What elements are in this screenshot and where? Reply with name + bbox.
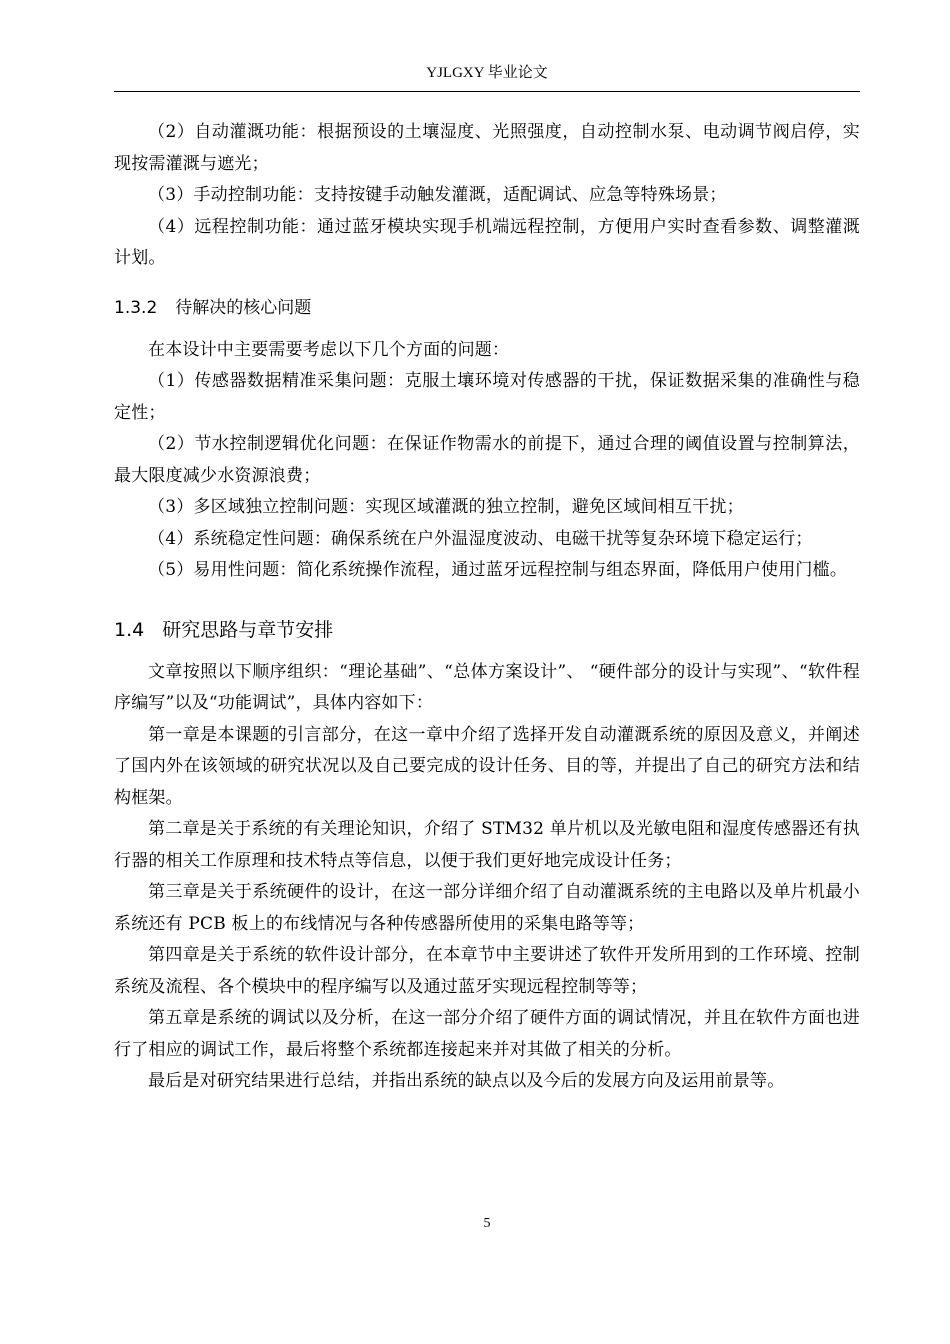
- problem-item: （2）节水控制逻辑优化问题：在保证作物需水的前提下，通过合理的阈值设置与控制算法，最大限度减少水资源浪费；: [114, 434, 860, 486]
- chapter-summary: 第五章是系统的调试以及分析，在这一部分介绍了硬件方面的调试情况，并且在软件方面也进行了相应的调试工作，最后将整个系统都连接起来并对其做了相关的分析。: [114, 1008, 860, 1060]
- problem-item: （5）易用性问题：简化系统操作流程，通过蓝牙远程控制与组态界面，降低用户使用门槛。: [148, 560, 848, 580]
- page-number: 5: [483, 1216, 491, 1231]
- section-intro: 在本设计中主要需要考虑以下几个方面的问题：: [148, 339, 510, 360]
- problem-item: （1）传感器数据精准采集问题：克服土壤环境对传感器的干扰，保证数据采集的准确性与稳定性；: [114, 371, 860, 423]
- section-heading-1-3-2: [114, 293, 860, 323]
- function-item: （4）远程控制功能：通过蓝牙模块实现手机端远程控制，方便用户实时查看参数、调整灌溉计划。: [114, 216, 860, 268]
- problem-item: （4）系统稳定性问题：确保系统在户外温湿度波动、电磁干扰等复杂环境下稳定运行；: [148, 528, 813, 549]
- body-text: [114, 117, 860, 1098]
- chapter-summary: 第二章是关于系统的有关理论知识，介绍了 STM32 单片机以及光敏电阻和湿度传感器还有执行器的相关工作原理和技术特点等信息，以便于我们更好地完成设计任务；: [114, 819, 860, 871]
- function-item: （2）自动灌溉功能：根据预设的土壤湿度、光照强度，自动控制水泵、电动调节阀启停，实现按需灌溉与遮光；: [114, 122, 860, 174]
- chapter-summary: 第四章是关于系统的软件设计部分，在本章节中主要讲述了软件开发所用到的工作环境、控制系统及流程、各个模块中的程序编写以及通过蓝牙实现远程控制等等；: [114, 945, 860, 997]
- function-item: （3）手动控制功能：支持按键手动触发灌溉，适配调试、应急等特殊场景；: [148, 185, 727, 205]
- chapter-summary: 第一章是本课题的引言部分，在这一章中介绍了选择开发自动灌溉系统的原因及意义，并阐述了国内外在该领域的研究状况以及自己要完成的设计任务、目的等，并提出了自己的研究方法和结构框架。: [114, 724, 860, 808]
- header-rule: [114, 91, 860, 92]
- chapter-summary: 第三章是关于系统硬件的设计，在这一部分详细介绍了自动灌溉系统的主电路以及单片机最小系统还有 PCB 板上的布线情况与各种传感器所使用的采集电路等等；: [114, 882, 860, 934]
- conclusion-paragraph: 最后是对研究结果进行总结，并指出系统的缺点以及今后的发展方向及运用前景等。: [148, 1071, 785, 1091]
- section-number: 1.3.2: [114, 297, 158, 318]
- problem-item: （3）多区域独立控制问题：实现区域灌溉的独立控制，避免区域间相互干扰；: [148, 497, 744, 517]
- body-paragraph: 文章按照以下顺序组织：“理论基础”、“总体方案设计”、 “硬件部分的设计与实现”、“软件程序编写”以及“功能调试”，具体内容如下：: [114, 661, 860, 713]
- section-number: 1.4: [114, 618, 145, 641]
- section-title: 研究思路与章节安排: [162, 618, 334, 641]
- section-heading-1-4: [114, 613, 860, 647]
- running-header: YJLGXY 毕业论文: [426, 65, 548, 81]
- section-title: 待解决的核心问题: [175, 297, 312, 318]
